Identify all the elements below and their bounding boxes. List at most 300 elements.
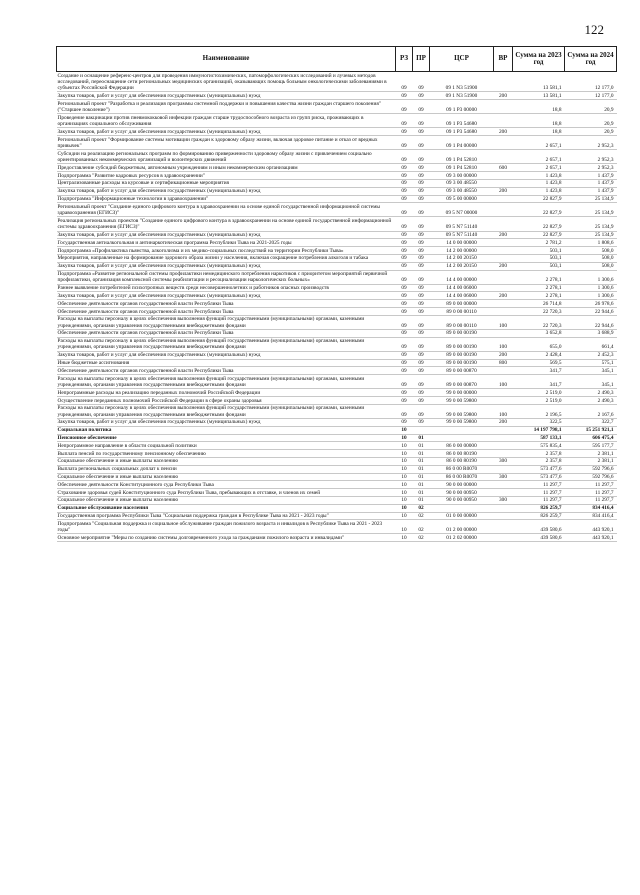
row-sum-2024: 3 688,9: [565, 329, 617, 337]
table-row: [57, 359, 617, 367]
table-row: [57, 72, 617, 92]
row-vr: [494, 465, 513, 473]
table-row: [57, 489, 617, 497]
row-pr: 01: [413, 481, 430, 489]
row-name: Централизованные расходы на курсовые и сертификационные мероприятия: [57, 179, 396, 187]
row-name: Субсидии на реализацию региональных программ по формированию приверженности здоровому образу жизни с привлечением социально ориентированных некоммерческих организаций и волонтерских движений: [57, 150, 396, 164]
row-sum-2023: 2 519,0: [513, 389, 565, 397]
row-pr: 09: [413, 164, 430, 172]
row-rz: 10: [396, 489, 413, 497]
table-row: [57, 337, 617, 351]
row-sum-2023: 826 259,7: [513, 504, 565, 512]
row-rz: 10: [396, 465, 413, 473]
row-vr: [494, 397, 513, 405]
row-sum-2024: 12 177,0: [565, 72, 617, 92]
row-sum-2023: 503,1: [513, 254, 565, 262]
table-row: [57, 504, 617, 512]
table-row: [57, 239, 617, 247]
row-vr: 300: [494, 473, 513, 481]
row-csr: 14 2 00 20150: [430, 254, 494, 262]
row-csr: 09 1 P3 54680: [430, 128, 494, 136]
row-sum-2023: 2 196,5: [513, 404, 565, 418]
table-row: [57, 300, 617, 308]
row-sum-2024: 11 297,7: [565, 489, 617, 497]
row-pr: 09: [413, 389, 430, 397]
row-sum-2024: 20,9: [565, 114, 617, 128]
row-sum-2023: 1 423,8: [513, 187, 565, 195]
row-sum-2023: 573 477,6: [513, 465, 565, 473]
row-csr: 89 0 00 00190: [430, 359, 494, 367]
row-name: Осуществление переданных полномочий Российской Федерации в сфере охраны здоровья: [57, 397, 396, 405]
row-sum-2023: 3 652,8: [513, 329, 565, 337]
row-name: Подпрограмма "Информационные технологии в здравоохранении": [57, 195, 396, 203]
row-pr: 01: [413, 489, 430, 497]
row-rz: 09: [396, 404, 413, 418]
row-sum-2024: 1 300,6: [565, 270, 617, 284]
row-sum-2024: 322,7: [565, 418, 617, 426]
row-sum-2024: 25 134,9: [565, 231, 617, 239]
row-csr: 09 3 00 48550: [430, 179, 494, 187]
row-name: Социальное обеспечение и иные выплаты населению: [57, 473, 396, 481]
row-sum-2024: 345,1: [565, 367, 617, 375]
row-vr: [494, 450, 513, 458]
row-name: Создание и оснащение референс-центров для проведения иммуногистохимических, патоморфологических исследований и лучевых методов исследований, переоснащение сети региональных медицинских организаций, оказывающих помощь больным онкологическими заболеваниями в субъектах Российской Федерации: [57, 72, 396, 92]
row-csr: 09 1 P3 54680: [430, 114, 494, 128]
row-sum-2024: 1 437,9: [565, 172, 617, 180]
row-name: Подпрограмма «Профилактика пьянства, алкоголизма и их медико-социальных последствий на территории Республики Тыва»: [57, 247, 396, 255]
table-row: [57, 534, 617, 542]
table-row: [57, 187, 617, 195]
row-vr: 100: [494, 375, 513, 389]
row-csr: 89 0 00 00110: [430, 308, 494, 316]
row-pr: 09: [413, 337, 430, 351]
row-rz: 09: [396, 172, 413, 180]
row-sum-2023: 503,1: [513, 247, 565, 255]
row-pr: 09: [413, 300, 430, 308]
row-pr: 09: [413, 270, 430, 284]
table-row: [57, 404, 617, 418]
row-sum-2023: 2 357,8: [513, 450, 565, 458]
row-sum-2024: 2 381,1: [565, 450, 617, 458]
row-sum-2023: 22 827,9: [513, 231, 565, 239]
row-name: Закупка товаров, работ и услуг для обеспечения государственных (муниципальных) нужд: [57, 92, 396, 100]
row-pr: 01: [413, 450, 430, 458]
row-sum-2023: 573 477,6: [513, 473, 565, 481]
row-rz: 10: [396, 534, 413, 542]
row-name: Закупка товаров, работ и услуг для обеспечения государственных (муниципальных) нужд: [57, 262, 396, 270]
row-csr: 09 1 N3 51900: [430, 92, 494, 100]
row-name: Закупка товаров, работ и услуг для обеспечения государственных (муниципальных) нужд: [57, 418, 396, 426]
row-rz: 09: [396, 203, 413, 217]
row-name: Подпрограмма "Социальная поддержка и социальное обслуживание граждан пожилого возраста и инвалидов в Республике Тыва на 2021 - 2023 годы": [57, 520, 396, 534]
row-sum-2024: 1 300,6: [565, 292, 617, 300]
row-csr: 14 0 00 00000: [430, 239, 494, 247]
row-sum-2023: 826 259,7: [513, 512, 565, 520]
row-sum-2024: 22 944,6: [565, 308, 617, 316]
row-pr: 01: [413, 496, 430, 504]
row-vr: [494, 254, 513, 262]
row-vr: [494, 150, 513, 164]
row-sum-2024: 11 297,7: [565, 481, 617, 489]
row-rz: 10: [396, 426, 413, 434]
row-vr: [494, 300, 513, 308]
row-name: Государственная программа Республики Тыва "Социальная поддержка граждан в Республике Тыва на 2021 - 2023 годы": [57, 512, 396, 520]
row-rz: 10: [396, 496, 413, 504]
row-sum-2023: 13 581,1: [513, 92, 565, 100]
row-rz: 09: [396, 217, 413, 231]
row-sum-2023: 22 827,9: [513, 217, 565, 231]
row-sum-2024: 2 381,1: [565, 457, 617, 465]
row-vr: 200: [494, 187, 513, 195]
row-sum-2023: 322,5: [513, 418, 565, 426]
row-rz: 09: [396, 300, 413, 308]
row-csr: 86 0 00 R0070: [430, 473, 494, 481]
row-name: Социальное обеспечение и иные выплаты населению: [57, 496, 396, 504]
row-sum-2024: 2 952,3: [565, 150, 617, 164]
table-row: [57, 270, 617, 284]
row-vr: 200: [494, 262, 513, 270]
row-vr: 200: [494, 128, 513, 136]
row-sum-2024: 1 437,9: [565, 187, 617, 195]
row-pr: 09: [413, 100, 430, 114]
row-sum-2023: 2 278,1: [513, 292, 565, 300]
header-pr: ПР: [413, 47, 430, 72]
row-vr: [494, 504, 513, 512]
header-sum-2023: Сумма на 2023 год: [513, 47, 565, 72]
header-csr: ЦСР: [430, 47, 494, 72]
row-rz: 09: [396, 128, 413, 136]
row-vr: [494, 489, 513, 497]
row-rz: 09: [396, 150, 413, 164]
row-sum-2023: 14 197 798,1: [513, 426, 565, 434]
row-vr: [494, 270, 513, 284]
row-pr: 09: [413, 172, 430, 180]
row-sum-2024: 20,9: [565, 128, 617, 136]
row-vr: 300: [494, 457, 513, 465]
row-sum-2024: 2 952,3: [565, 136, 617, 150]
row-vr: [494, 217, 513, 231]
row-rz: 09: [396, 308, 413, 316]
row-vr: [494, 203, 513, 217]
row-csr: 09 5 N7 51140: [430, 231, 494, 239]
row-csr: 01 0 00 00000: [430, 512, 494, 520]
row-rz: 09: [396, 315, 413, 329]
row-rz: 09: [396, 179, 413, 187]
table-row: [57, 284, 617, 292]
row-csr: 99 0 00 59800: [430, 397, 494, 405]
row-rz: 09: [396, 254, 413, 262]
row-sum-2024: 1 300,6: [565, 284, 617, 292]
row-sum-2023: 2 357,8: [513, 457, 565, 465]
row-sum-2023: 575 835,4: [513, 442, 565, 450]
row-sum-2023: 26 714,8: [513, 300, 565, 308]
row-pr: 09: [413, 195, 430, 203]
row-vr: [494, 434, 513, 442]
row-rz: 09: [396, 284, 413, 292]
row-name: Закупка товаров, работ и услуг для обеспечения государственных (муниципальных) нужд: [57, 231, 396, 239]
row-pr: 02: [413, 520, 430, 534]
table-row: [57, 465, 617, 473]
row-csr: 14 2 00 00000: [430, 247, 494, 255]
row-sum-2024: 2 490,3: [565, 389, 617, 397]
row-sum-2023: 2 278,1: [513, 270, 565, 284]
row-rz: 10: [396, 473, 413, 481]
row-name: Основное мероприятие "Меры по созданию системы долговременного ухода за гражданами пожилого возраста и инвалидами": [57, 534, 396, 542]
row-pr: 01: [413, 465, 430, 473]
row-sum-2023: 439 580,6: [513, 534, 565, 542]
row-sum-2023: 11 297,7: [513, 481, 565, 489]
row-sum-2024: 606 475,4: [565, 434, 617, 442]
row-pr: 01: [413, 473, 430, 481]
row-csr: 89 0 00 00000: [430, 300, 494, 308]
table-row: [57, 397, 617, 405]
header-rz: РЗ: [396, 47, 413, 72]
row-vr: [494, 442, 513, 450]
row-vr: [494, 481, 513, 489]
row-rz: 09: [396, 292, 413, 300]
row-sum-2023: 2 657,1: [513, 136, 565, 150]
table-row: [57, 481, 617, 489]
table-row: [57, 375, 617, 389]
row-sum-2023: 503,1: [513, 262, 565, 270]
row-name: Иные бюджетные ассигнования: [57, 359, 396, 367]
row-sum-2023: 22 720,3: [513, 315, 565, 329]
row-vr: 600: [494, 164, 513, 172]
row-name: Обеспечение деятельности органов государственной власти Республики Тыва: [57, 300, 396, 308]
header-vr: ВР: [494, 47, 513, 72]
row-vr: [494, 100, 513, 114]
row-sum-2023: 22 720,3: [513, 308, 565, 316]
row-csr: 09 3 00 48550: [430, 187, 494, 195]
table-row: [57, 172, 617, 180]
row-rz: 09: [396, 187, 413, 195]
row-rz: 10: [396, 442, 413, 450]
table-row: [57, 496, 617, 504]
row-vr: [494, 520, 513, 534]
row-name: Закупка товаров, работ и услуг для обеспечения государственных (муниципальных) нужд: [57, 351, 396, 359]
row-name: Пенсионное обеспечение: [57, 434, 396, 442]
row-sum-2023: 2 428,4: [513, 351, 565, 359]
row-sum-2023: 13 581,1: [513, 72, 565, 92]
row-name: Выплата пенсий по государственному пенсионному обеспечению: [57, 450, 396, 458]
row-csr: 86 0 00 80190: [430, 457, 494, 465]
row-sum-2023: 1 423,8: [513, 179, 565, 187]
row-name: Страхование здоровья судей Конституционного суда Республики Тыва, пребывающих в отставке, и членов их семей: [57, 489, 396, 497]
row-sum-2023: 22 827,9: [513, 195, 565, 203]
row-csr: 89 0 00 00190: [430, 337, 494, 351]
row-sum-2023: 1 423,8: [513, 172, 565, 180]
row-rz: 10: [396, 520, 413, 534]
row-vr: 300: [494, 496, 513, 504]
row-csr: 89 0 00 00190: [430, 329, 494, 337]
row-rz: 09: [396, 136, 413, 150]
row-rz: 10: [396, 434, 413, 442]
row-name: Государственная антиалкогольная и антинаркотическая программа Республики Тыва на 2021-2025 годы: [57, 239, 396, 247]
header-name: Наименование: [57, 47, 396, 72]
row-pr: 09: [413, 239, 430, 247]
row-sum-2024: 508,0: [565, 247, 617, 255]
row-name: Социальное обслуживание населения: [57, 504, 396, 512]
row-sum-2024: 508,0: [565, 254, 617, 262]
row-vr: 200: [494, 351, 513, 359]
row-pr: 01: [413, 434, 430, 442]
row-vr: [494, 114, 513, 128]
row-name: Региональный проект "Формирование системы мотивации граждан к здоровому образу жизни, включая здоровое питание и отказ от вредных привычек": [57, 136, 396, 150]
table-row: [57, 179, 617, 187]
row-name: Закупка товаров, работ и услуг для обеспечения государственных (муниципальных) нужд: [57, 292, 396, 300]
row-vr: 100: [494, 337, 513, 351]
row-rz: 09: [396, 337, 413, 351]
row-name: Социальное обеспечение и иные выплаты населению: [57, 457, 396, 465]
row-csr: 89 0 00 00870: [430, 367, 494, 375]
row-vr: [494, 389, 513, 397]
row-csr: 14 4 00 06000: [430, 284, 494, 292]
table-row: [57, 308, 617, 316]
row-rz: 09: [396, 262, 413, 270]
row-name: Раннее выявление потребителей психотропных веществ среди несовершеннолетних и работников опасных производств: [57, 284, 396, 292]
table-row: [57, 367, 617, 375]
row-vr: 800: [494, 359, 513, 367]
row-sum-2024: 443 920,1: [565, 520, 617, 534]
row-csr: 14 4 00 00000: [430, 270, 494, 284]
table-row: [57, 315, 617, 329]
row-name: Расходы на выплаты персоналу в целях обеспечения выполнения функций государственными (муниципальными) органами, казенными учреждениями, органами управления государственными внебюджетными фондами: [57, 337, 396, 351]
row-rz: 09: [396, 114, 413, 128]
row-sum-2024: 1 437,9: [565, 179, 617, 187]
row-csr: 99 0 00 00000: [430, 389, 494, 397]
row-sum-2023: 2 278,1: [513, 284, 565, 292]
row-rz: 09: [396, 329, 413, 337]
row-csr: [430, 434, 494, 442]
row-sum-2023: 2 657,1: [513, 164, 565, 172]
row-rz: 09: [396, 359, 413, 367]
row-vr: [494, 367, 513, 375]
row-name: Обеспечение деятельности органов государственной власти Республики Тыва: [57, 329, 396, 337]
row-name: Непрограммное направление в области социальной политики: [57, 442, 396, 450]
row-name: Закупка товаров, работ и услуг для обеспечения государственных (муниципальных) нужд: [57, 187, 396, 195]
row-sum-2023: 341,7: [513, 367, 565, 375]
row-name: Мероприятия, направленные на формирование здорового образа жизни у населения, включая сокращение потребления алкоголя и табака: [57, 254, 396, 262]
table-row: [57, 128, 617, 136]
row-csr: 99 0 00 59800: [430, 404, 494, 418]
row-sum-2024: 1 808,6: [565, 239, 617, 247]
row-pr: 02: [413, 534, 430, 542]
row-sum-2024: 22 944,6: [565, 315, 617, 329]
table-row: [57, 203, 617, 217]
row-sum-2024: 2 952,3: [565, 164, 617, 172]
table-row: [57, 247, 617, 255]
row-csr: 09 1 P3 00000: [430, 100, 494, 114]
table-row: [57, 389, 617, 397]
table-row: [57, 150, 617, 164]
row-pr: 09: [413, 375, 430, 389]
row-rz: 09: [396, 231, 413, 239]
row-sum-2024: 592 796,6: [565, 465, 617, 473]
row-rz: 09: [396, 389, 413, 397]
row-name: Расходы на выплаты персоналу в целях обеспечения выполнения функций государственными (муниципальными) органами, казенными учреждениями, органами управления государственными внебюджетными фондами: [57, 404, 396, 418]
row-rz: 09: [396, 164, 413, 172]
row-sum-2023: 439 580,6: [513, 520, 565, 534]
row-vr: [494, 172, 513, 180]
row-sum-2023: 18,8: [513, 100, 565, 114]
row-name: Обеспечение деятельности органов государственной власти Республики Тыва: [57, 308, 396, 316]
row-name: Подпрограмма "Развитие кадровых ресурсов в здравоохранении": [57, 172, 396, 180]
row-pr: 09: [413, 203, 430, 217]
row-pr: 09: [413, 308, 430, 316]
row-rz: 09: [396, 239, 413, 247]
row-csr: 89 0 00 00110: [430, 315, 494, 329]
table-row: [57, 329, 617, 337]
table-row: [57, 100, 617, 114]
row-vr: [494, 512, 513, 520]
table-row: [57, 195, 617, 203]
row-pr: 09: [413, 136, 430, 150]
row-csr: 01 2 00 00000: [430, 520, 494, 534]
table-row: [57, 418, 617, 426]
row-rz: 09: [396, 100, 413, 114]
row-name: Проведение вакцинации против пневмококковой инфекции граждан старше трудоспособного возраста из групп риска, проживающих в организациях социального обслуживания: [57, 114, 396, 128]
row-vr: 200: [494, 418, 513, 426]
table-row: [57, 136, 617, 150]
row-rz: 09: [396, 351, 413, 359]
row-vr: 100: [494, 315, 513, 329]
row-vr: 100: [494, 404, 513, 418]
row-name: Предоставление субсидий бюджетным, автономным учреждениям и иным некоммерческим организациям: [57, 164, 396, 172]
row-csr: 89 0 00 00870: [430, 375, 494, 389]
table-row: [57, 450, 617, 458]
table-header-row: [57, 47, 617, 72]
header-sum-2024: Сумма на 2024 год: [565, 47, 617, 72]
row-csr: 86 0 00 R0070: [430, 465, 494, 473]
row-csr: 14 4 00 06000: [430, 292, 494, 300]
row-sum-2024: 25 134,9: [565, 217, 617, 231]
row-name: Региональный проект "Создание единого цифрового контура в здравоохранении на основе единой государственной информационной системы здравоохранения (ЕГИСЗ)": [57, 203, 396, 217]
row-rz: 10: [396, 457, 413, 465]
row-csr: 90 0 00 00950: [430, 489, 494, 497]
row-name: Расходы на выплаты персоналу в целях обеспечения выполнения функций государственными (муниципальными) органами, казенными учреждениями, органами управления государственными внебюджетными фондами: [57, 315, 396, 329]
row-pr: [413, 426, 430, 434]
row-name: Социальная политика: [57, 426, 396, 434]
row-rz: 09: [396, 270, 413, 284]
row-pr: 09: [413, 217, 430, 231]
row-pr: 09: [413, 329, 430, 337]
row-sum-2023: 11 297,7: [513, 496, 565, 504]
row-vr: [494, 239, 513, 247]
row-rz: 10: [396, 450, 413, 458]
row-csr: 09 1 P4 00000: [430, 136, 494, 150]
table-row: [57, 114, 617, 128]
table-row: [57, 292, 617, 300]
row-csr: 09 5 N7 51140: [430, 217, 494, 231]
row-vr: [494, 195, 513, 203]
budget-table: [56, 46, 617, 542]
row-rz: 09: [396, 367, 413, 375]
row-sum-2024: 575,1: [565, 359, 617, 367]
row-csr: 09 5 00 00000: [430, 195, 494, 203]
row-vr: [494, 247, 513, 255]
row-pr: 09: [413, 114, 430, 128]
row-sum-2024: 25 134,9: [565, 203, 617, 217]
table-row: [57, 434, 617, 442]
row-rz: 09: [396, 375, 413, 389]
row-csr: [430, 426, 494, 434]
page-number: 122: [584, 22, 604, 37]
table-row: [57, 512, 617, 520]
row-sum-2023: 22 827,9: [513, 203, 565, 217]
row-vr: [494, 534, 513, 542]
row-pr: 01: [413, 442, 430, 450]
row-sum-2024: 12 177,0: [565, 92, 617, 100]
